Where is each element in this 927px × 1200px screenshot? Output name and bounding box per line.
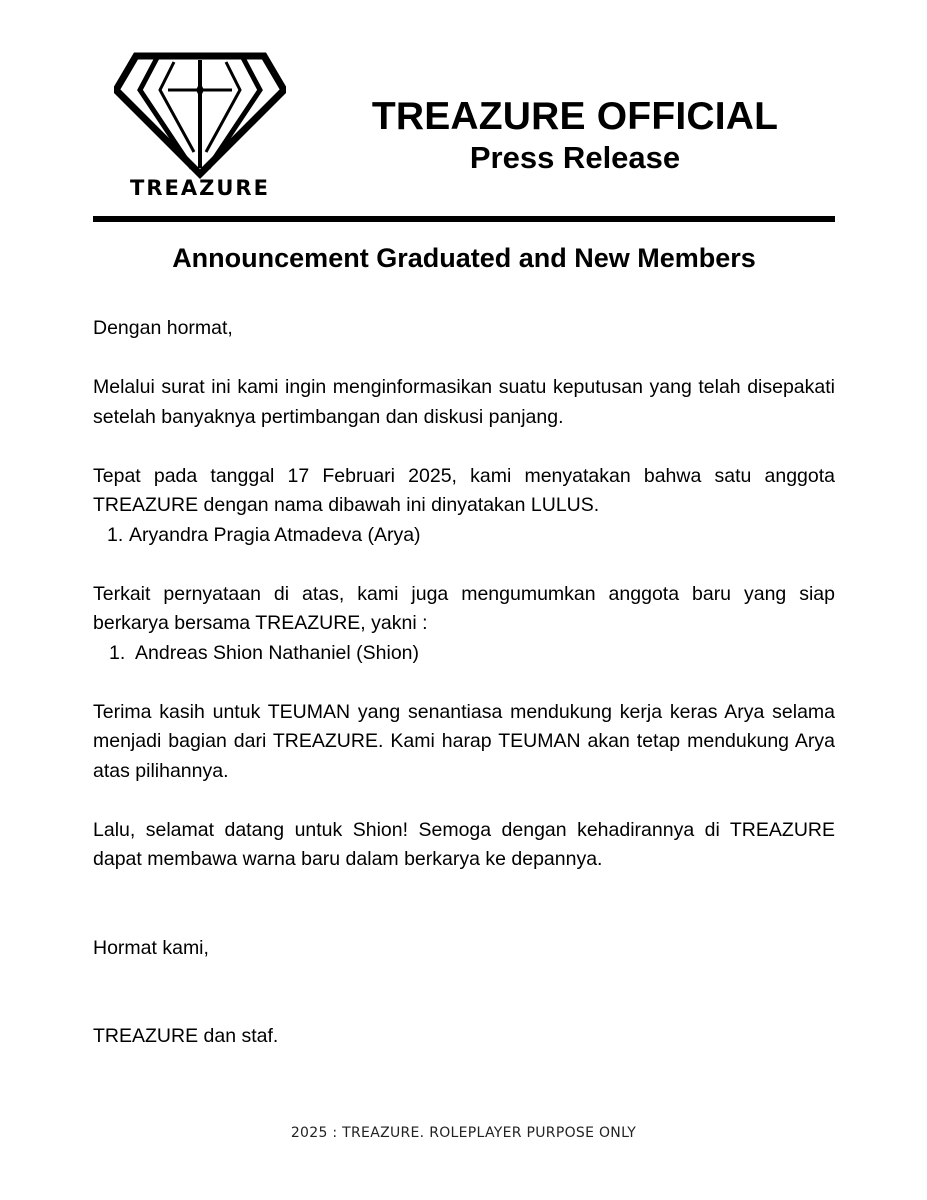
paragraph-5: Lalu, selamat datang untuk Shion! Semoga dengan kehadirannya di TREAZURE dapat membawa warna baru dalam berkarya ke depannya. xyxy=(93,818,835,870)
logo-wordmark: TREAZURE xyxy=(130,176,270,200)
greeting: Dengan hormat, xyxy=(93,317,233,339)
graduated-member-name: Aryandra Pragia Atmadeva (Arya) xyxy=(129,523,421,546)
list-number: 1. xyxy=(109,641,126,664)
paragraph-2: Tepat pada tanggal 17 Februari 2025, kami menyatakan bahwa satu anggota TREAZURE dengan nama dibawah ini dinyatakan LULUS. xyxy=(93,464,835,516)
header-divider xyxy=(93,216,835,222)
paragraph-4: Terima kasih untuk TEUMAN yang senantiasa mendukung kerja keras Arya selama menjadi bagian dari TREAZURE. Kami harap TEUMAN akan tetap mendukung Arya atas pilihannya. xyxy=(93,700,835,782)
paragraph-3: Terkait pernyataan di atas, kami juga mengumumkan anggota baru yang siap berkarya bersama TREAZURE, yakni : xyxy=(93,582,835,634)
new-member-list-item xyxy=(93,639,835,669)
page-title: TREAZURE OFFICIAL xyxy=(371,95,779,138)
announcement-headline: Announcement Graduated and New Members xyxy=(172,243,756,273)
letter-body xyxy=(93,314,835,1052)
graduated-list-item xyxy=(93,521,835,551)
treazure-logo xyxy=(114,52,286,204)
new-member-name: Andreas Shion Nathaniel (Shion) xyxy=(135,641,420,664)
page-subtitle: Press Release xyxy=(469,140,681,175)
closing: Hormat kami, xyxy=(93,936,209,959)
list-number: 1. xyxy=(107,523,124,546)
paragraph-1: Melalui surat ini kami ingin menginformasikan suatu keputusan yang telah disepakati setelah banyaknya pertimbangan dan diskusi panjang. xyxy=(93,376,835,428)
footer-note: 2025 : TREAZURE. ROLEPLAYER PURPOSE ONLY xyxy=(290,1125,637,1141)
header-titles xyxy=(330,94,820,176)
signature: TREAZURE dan staf. xyxy=(93,1025,279,1047)
